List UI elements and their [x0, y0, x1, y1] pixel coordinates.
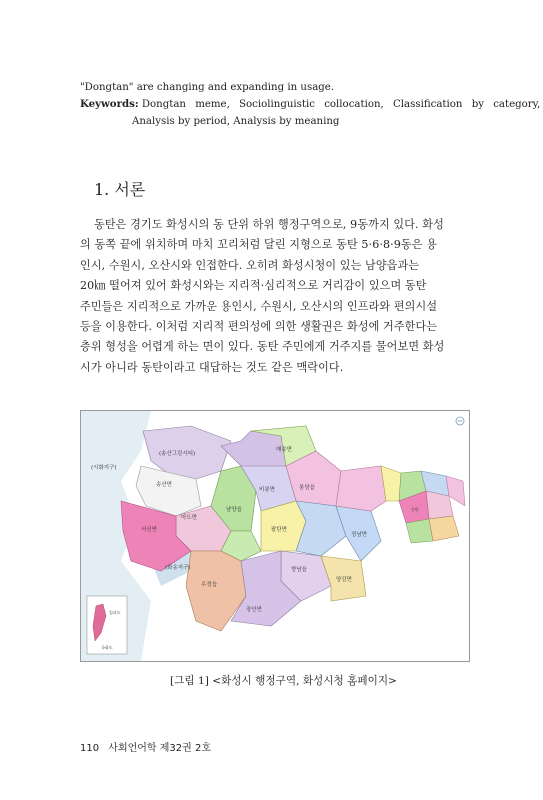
map-label-paltan: 팔탄면 — [271, 527, 287, 533]
keywords-label: Keywords: — [80, 98, 139, 110]
figure-caption: [그림 1] <화성시 행정구역, 화성시청 홈페이지> — [170, 675, 397, 687]
paragraph-line: 시가 아니라 동탄이라고 대답하는 것도 같은 맥락이다. — [80, 360, 344, 374]
paragraph-line: 등을 이용한다. 이처럼 지리적 편의성에 의한 생활권은 화성에 거주한다는 — [80, 320, 438, 334]
map-label-jeongnam: 정남면 — [351, 532, 367, 538]
figure-map — [80, 410, 470, 662]
body-paragraph — [80, 215, 444, 378]
paragraph-line: 주민들은 지리적으로 가까운 용인시, 수원시, 오산시의 인프라와 편의시설 — [80, 299, 438, 313]
keywords-line-2: Analysis by period, Analysis by meaning — [132, 116, 340, 127]
region-dongtan-6 — [406, 519, 433, 543]
paragraph-line: 동탄은 경기도 화성시의 동 단위 하위 행정구역으로, 9동까지 있다. 화성 — [94, 218, 444, 231]
map-label-hwaong: (화옹지구) — [165, 565, 191, 571]
paragraph-line: 의 동쪽 끝에 위치하며 마치 꼬리처럼 달린 지형으로 동탄 5·6·8·9동은 용 — [80, 238, 438, 252]
paragraph-line: 20㎞ 떨어져 있어 화성시와는 지리적·심리적으로 거리감이 있으며 동탄 — [80, 279, 427, 293]
paragraph-line: 인시, 수원시, 오산시와 인접한다. 오히려 화성시청이 있는 남양읍과는 — [80, 258, 420, 272]
map-label-hyangnam: 향남읍 — [291, 567, 307, 573]
map-label-hwaseong-jigu: (시화지구) — [91, 465, 117, 471]
inset-label-1: 입파도 — [109, 610, 121, 615]
section-heading: 1. 서론 — [94, 180, 146, 199]
map-label-maesong: 매송면 — [276, 447, 292, 453]
page-number: 110 — [80, 743, 100, 754]
map-label-namyang: 남양읍 — [226, 507, 242, 513]
region-dongtan-west — [336, 466, 386, 511]
map-label-jangan: 장안면 — [246, 607, 262, 613]
hwaseong-map — [81, 411, 469, 661]
map-label-seosin: 서신면 — [141, 527, 157, 533]
map-label-bongdam: 봉담읍 — [299, 485, 315, 491]
paragraph-line: 층위 형성을 어렵게 하는 면이 있다. 동탄 주민에게 거주지를 물어보면 화성 — [80, 340, 445, 354]
map-label-songsan: 송산면 — [156, 482, 172, 488]
journal-name: 사회언어학 제32권 2호 — [108, 743, 212, 754]
map-label-yanggam: 양감면 — [336, 577, 352, 583]
keywords-line-1 — [80, 97, 540, 112]
map-label-mado: 마도면 — [181, 515, 197, 521]
page-footer — [80, 739, 211, 754]
map-label-ujeong: 우정읍 — [201, 582, 217, 588]
inset-label-2: 국화도 — [101, 645, 113, 650]
keywords-text-1: Dongtan meme, Sociolinguistic collocation, Classification by category, — [141, 99, 541, 110]
map-label-dongtan: 동탄 — [411, 507, 419, 512]
map-label-songsan-green: (송산그린시티) — [159, 451, 196, 457]
abstract-text: "Dongtan" are changing and expanding in usage. — [80, 82, 335, 93]
map-label-bibong: 비봉면 — [259, 487, 275, 493]
